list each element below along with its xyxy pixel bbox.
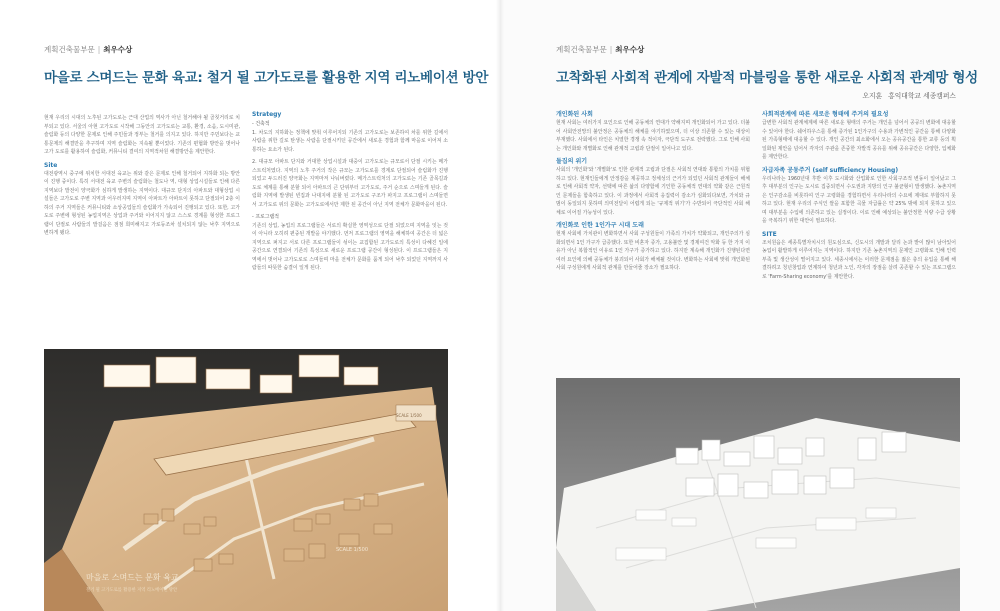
strategy-item: 2. 대규모 아파트 단지와 거대한 상업시설과 대중이 고가도로는 규모로서 단절 시키는 메가스트럭처였다. 지역의 노후 주거의 작은 규모는 고가도로를 경계로 단절되어 슬럼화가 진행되었고 두드러진 양극화는 지역마저 나눠버렸다. 메가스트럭처의 고가도로는 기존 골목길과 도로 체계를 통해 분할 되어 아파트의 큰 단위부터 고가도로, 주거 순으로 스며들게 된다. 슬럼화 지역에 발생된 빈집과 나대지에 분할 된 고가도로 구조가 파지고 프로그램이 스며들면서 고가도로 위의 문화는 고가도로에서만 제한 된 공간이 아닌 지역 전체가 문화마을이 된다. bbox=[252, 159, 448, 208]
award-label: 최우수상 bbox=[615, 45, 645, 54]
section-paragraph: 사회의 '개인화'와 '개별화'로 인한 관계적 고립과 단절은 사회적 연대와 통합의 가치를 위협하고 있다. 현재인들에게 안정감을 제공하고 정체성의 근거가 되었던 사회적 관계들이 해체로 인해 사회적 약자, 선택에 따른 삶의 다양함에 기인한 공동체적 연대의 약화 같은 근원적인 문제들을 함축하고 있다. 이 과정에서 사회적 응집력이 감소가 심화되다보면, 가치와 규범이 동일되지 못하며 의미전달이 어렵게 되는 '규제적 위기'가 수반되어 극단적인 사회 해체로 이어질 가능성이 있다. bbox=[556, 167, 750, 216]
right-column-1 bbox=[556, 110, 750, 374]
site-heading: Site bbox=[44, 161, 58, 169]
strategy-item: - 프로그램적 bbox=[252, 214, 279, 220]
section-paragraph: 조치원읍은 세종특별자치시의 원도심으로, 신도시의 개발과 달리 논과 밭이 많이 남아있어 농업이 활발하게 이루어지는 지역이다. 하지만 기존 농촌지역의 문제인 고령화로 인해 인력부족 및 생산성이 떨어지고 있다. 세종시에서는 이러한 문제점을 젊은 층의 유입을 통해 해결하려고 청년창업과 연계하여 청년과 노인, 각자의 장점을 살려 공존할 수 있는 프로그램으로 'Farm-Sharing economy'를 제안한다. bbox=[762, 239, 956, 280]
section-heading: 사회적관계에 따른 새로운 형태에 주거의 필요성 bbox=[762, 111, 889, 118]
left-column-1 bbox=[44, 114, 240, 344]
strategy-item: - 건축적 bbox=[252, 121, 270, 127]
section-paragraph: 현재 사회에 가치관이 변화하면서 사회 구성원들이 가족의 가치가 약화되고, 개인주의가 심화되면서 1인 가구가 급증했다. 또한 비혼자 증가, 고용불안 및 경제여건 악화 등 한 가지 이유가 아닌 복합적인 이유로 1인 가구가 증가하고 있다. 하지만 계속해 개인화가 진행된다면 여러 요인에 의해 공동체가 붕괴되어 사회가 해체될 것이다. 변화하는 사회에 맞춰 개인화된 사회 구성원에게 사회적 관계를 만들어줄 장소가 필요하다. bbox=[556, 231, 750, 271]
intro-paragraph: 현재 우리의 시대의 노후된 고가도로는 근대 산업의 역사가 아닌 철거해야 될 골칫거리로 치부되고 있다. 서울의 아현 고가도로 시작해 그동안의 고가도로는 교통, 환경, 소음, 도시미관, 슬럼화 등의 다양한 문제로 인해 주민들과 정부는 철거를 의지고 있다. 하지만 주민보다는 교통문제의 해결만을 추구하며 지역 슬럼화는 지속될 뿐이었다. 기존의 편협화 방안을 벗어나 고가 도로를 활용하여 슬럼화, 커뮤니티 결여의 지역적차원 해결방안을 제안한다. bbox=[44, 115, 240, 155]
left-running-head bbox=[44, 44, 132, 55]
scale-label-top: SCALE 1/500 bbox=[396, 413, 422, 418]
section-heading: 개인화된 사회 bbox=[556, 111, 593, 118]
section-heading: 개인화로 인한 1인가구 시대 도래 bbox=[556, 222, 644, 229]
right-running-head bbox=[556, 44, 644, 55]
section-label: 계획건축물부문 bbox=[44, 45, 95, 54]
section-heading: 돌집의 위기 bbox=[556, 158, 588, 165]
section-heading: 자급자족 공동주거 (self sufficiency Housing) bbox=[762, 166, 899, 174]
model-sign-title: 마을로 스며드는 문화 육교 bbox=[86, 573, 179, 582]
site-paragraph: 대전광역시 중구에 위치한 서대전 육교는 위와 같은 문제로 인해 철거되어 지하화 되는 방안이 진행 중이다. 특히 서대전 육교 주변의 슬럼화는 철도나 역, 대형 상업시설들로 인해 다른 지역보다 발전이 양극화가 심하게 발생하는 지역이다. 대규모 단지의 아파트와 대형상업 시설들은 고가도로 주변 지역과 어우러지며 지역이 아파트가 아파트이 못하고 단절되어 2층 이하의 주거 지역들은 커뮤니티와 소상공업들의 슬럼화가 가속되어 진행되고 있다. 또한, 고가도로 주변에 형성된 농업지역은 상업과 주거와 이어지지 않고 스스로 경계를 형성한 프로그램이 단절로 사람들의 발걸음은 점점 희미해지고 가로등조차 설치되지 않는 낙후 지역으로 변하게 됐다. bbox=[44, 170, 240, 236]
right-column-2 bbox=[762, 110, 956, 374]
author-name: 오지훈 bbox=[862, 92, 883, 100]
award-label: 최우수상 bbox=[103, 45, 133, 54]
right-model-photo bbox=[556, 378, 960, 611]
author-affiliation: 홍익대학교 세종캠퍼스 bbox=[888, 92, 956, 100]
model-sign-subtitle: 철거 될 고가도로를 활용한 지역 리노베이션 방안 bbox=[86, 588, 178, 593]
left-model-photo bbox=[44, 349, 448, 611]
left-column-2 bbox=[252, 110, 448, 344]
right-page bbox=[500, 0, 1000, 611]
scale-label-bottom: SCALE 1/500 bbox=[336, 547, 369, 553]
model-photo-illustration bbox=[44, 349, 448, 611]
separator: | bbox=[97, 45, 101, 54]
strategy-item: 기존의 상업, 농업의 프로그램들은 서로의 확실한 영역성으로 단절 되었으며 지역을 잇는 것이 아니라 오히려 편중된 개발을 야기했다. 먼저 프로그램의 영역을 해체하여 공간은 더 넓은 지역으로 퍼지고 서로 다른 프로그램들이 섞이는 교집합된 고가도로의 특성이 다혜진 일에 공간으로 연결되어 기존의 특성으로 새로운 프로그램 공간이 형성된다. 이 프로그램들은 지역에서 벗어나 고가도로로 스며들며 마을 전체가 문화를 품게 되어 낙후 되었던 지역까지 사람들의 따뜻한 숨결이 일게 된다. bbox=[252, 222, 448, 271]
section-paragraph: 현재 사회는 여러가지 요인으로 인해 공동체의 연대가 약해지며 개인화되어 가고 있다. 더불어 사회안전망의 불안정은 공동체의 해체를 야기하였으며, 더 이상 의존할 수 있는 대상이 부재했다. 사회에서 타인은 치열한 경쟁 속 적이자, 극단적 도구로 전락했다. 그로 인해 사회는 개인화와 개별화로 인해 관계적 고립과 단절이 일어나고 있다. bbox=[556, 120, 750, 152]
strategy-heading: Strategy bbox=[252, 111, 282, 118]
section-heading: SITE bbox=[762, 230, 777, 238]
strategy-item: 1. 차도의 지하화는 정책에 맞춰 이루어지되 기존의 고가도로는 보존하여 차를 위한 길에서 사람을 위한 길로 탄생는 사람을 단절시키던 공간에서 새로운 경험과 함께 마을로 이어져 소통하는 요소가 된다. bbox=[252, 129, 448, 153]
section-paragraph: 급변한 사회적 관계체계에 따른 새로운 형태의 주거는 개인을 넘어서 공공의 변화에 대응할 수 있어야 한다. 쉐어하우스를 통해 증가된 1인가구의 수용과 가변적인 공간을 통해 다양화된 가족형태에 대응할 수 있다. 개인 공간의 최소화에서 오는 공유공간을 통한 교류 등의 획일화된 제안을 넘어서 각자의 주관을 존중한 자발적 공유를 위해 공유공간은 다양한, 입체화를 제안한다. bbox=[762, 120, 956, 160]
right-article-title: 고착화된 사회적 관계에 자발적 마블링을 통한 새로운 사회적 관계망 형성 bbox=[556, 70, 978, 86]
right-byline bbox=[862, 90, 956, 100]
section-paragraph: 우리나라는 1960년대 후반 이후 도시화와 산업화로 인한 사회구조적 변동이 일어났고 그 후 대부분의 인구는 도시로 집중되면서 수도권과 지방의 인구 불균형이 발생했다. 농촌지역은 인구감소를 비롯하여 인구 고령화를 경험하면서 우리나라의 수요에 제대로 부합하지 못하고 있다. 현재 우리의 주식인 쌀을 포함한 곡물 자급률은 약 25% 밖에 되지 못하고 있으며 대부분을 수입에 의존하고 있는 실정이다. 이로 인해 예상되는 불안정한 식량 수급 상황을 극복하기 위한 대안이 필요하다. bbox=[762, 175, 956, 224]
model-photo-illustration bbox=[556, 378, 960, 611]
section-label: 계획건축물부문 bbox=[556, 45, 607, 54]
separator: | bbox=[609, 45, 613, 54]
left-article-title: 마을로 스며드는 문화 육교: 철거 될 고가도로를 활용한 지역 리노베이션 방안 bbox=[44, 70, 489, 86]
